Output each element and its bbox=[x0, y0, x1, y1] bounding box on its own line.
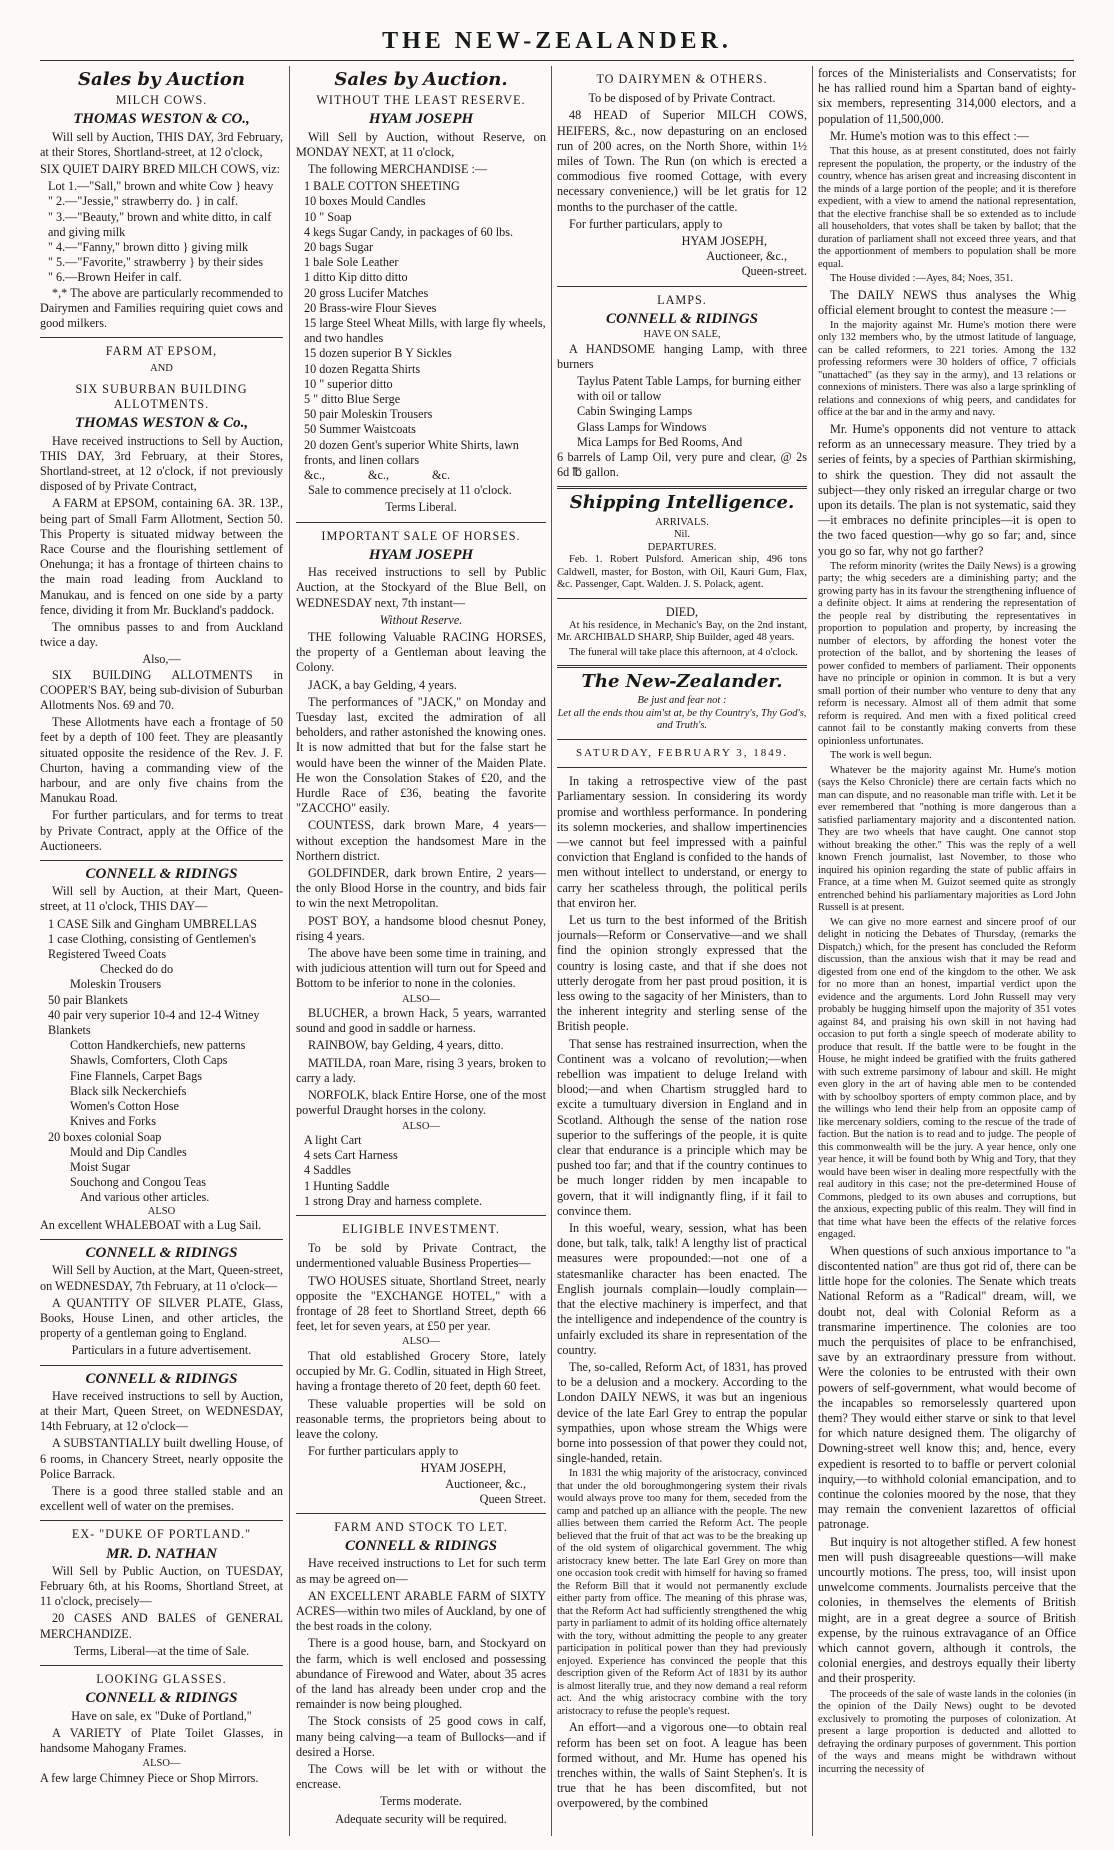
auctioneer-name: MR. D. NATHAN bbox=[106, 1545, 217, 1562]
column-divider bbox=[812, 66, 813, 1836]
lot-item: 50 Summer Waistcoats bbox=[304, 422, 416, 437]
ad-text: Have received instructions to sell by Auction, at their Mart, Queen Street, on WEDNESDAY, 14th February, at 12 o'clock— bbox=[40, 1388, 283, 1434]
column-4 bbox=[818, 66, 1076, 1836]
lot-item: Cotton Handkerchiefs, new patterns bbox=[70, 1038, 246, 1053]
ad-title: ELIGIBLE INVESTMENT. bbox=[342, 1222, 500, 1237]
ad-text: That old established Grocery Store, lately occupied by Mr. G. Codlin, situated in High Street, having a frontage thereto of 20 feet, depth 60 feet. bbox=[296, 1348, 546, 1394]
ad-text: For further particulars, and for terms to treat by Private Contract, apply at the Office of the Auctioneers. bbox=[40, 808, 283, 853]
ad-text: Particulars in a future advertisement. bbox=[71, 1343, 252, 1358]
ad-text: Will Sell by Auction, without Reserve, on MONDAY NEXT, at 11 o'clock, bbox=[296, 129, 546, 159]
divider bbox=[40, 337, 283, 338]
signature: Auctioneer, &c., bbox=[706, 249, 787, 264]
ad-text: *,* The above are particularly recommended to Dairymen and Families requiring quiet cows and good milkers. bbox=[40, 285, 283, 331]
ad-text: 6 barrels of Lamp Oil, very pure and clear, @ 2s 6d ℔ gallon. bbox=[557, 449, 807, 480]
divider bbox=[296, 522, 546, 523]
ad-text: Have received instructions to Sell by Auction, THIS DAY, 3rd February, at their Stores, Shortland-street, at 12 o'clock, if not previously disposed of by Private Contract, bbox=[40, 433, 283, 494]
editorial-paragraph: The reform minority (writes the Daily News) is a growing party; the whig seceders are a diminishing party; and the growing party has in its favour the strengthening influence of a definite object. It aims at rendering the representation of the people real by distributing the representatives in proportion to population and property, by increasing the number of electors, by affording the honest voter the protection of the ballot, and by shortening the leases of power confided to members of parliament. Their opponents have no principle or opinion in common. It is but a very small portion of their number who venture to deny that any reform is necessary. Almost all of them admit that some reform is required. And men with a fixed political creed cannot fail to be constantly making converts from these opinionless unfortunates. bbox=[818, 560, 1076, 747]
editorial-paragraph: But inquiry is not altogether stifled. A few honest men will push disagreeable questions—will make uncourtly motions. The press, too, will insist upon unwelcome comments. Journalists perceive that the colonies, in themselves the elements of British might, are in a great degree a source of British expense, by the ruinous extravagance of an Office which cannot govern, although it controls, the colonial energies, and destroys equally their liberty and their prosperity. bbox=[818, 1534, 1076, 1686]
ad-text: ALSO bbox=[147, 1205, 176, 1217]
ad-text: Will sell by Auction, at their Mart, Queen-street, at 11 o'clock, THIS DAY— bbox=[40, 884, 283, 914]
lot-item: 1 ditto Kip ditto ditto bbox=[304, 270, 408, 285]
motto: Be just and fear not : bbox=[637, 695, 727, 707]
column-1 bbox=[40, 66, 283, 1836]
ad-text: A HANDSOME hanging Lamp, with three burners bbox=[557, 341, 807, 371]
lot-item: 1 bale Sole Leather bbox=[304, 255, 399, 270]
ad-text: GOLDFINDER, dark brown Entire, 2 years—the only Blood Horse in the country, and bids fair to win the next Metropolitan. bbox=[296, 865, 546, 911]
editorial-paragraph: The, so-called, Reform Act, of 1831, has proved to be a delusion and a mockery. According to the London DAILY NEWS, it was but an ingenious device of the late Earl Grey to entrap the popular sympathies, upon whose stream the Whigs were borne into possession of that power they could not, single-handed, retain. bbox=[557, 1359, 807, 1466]
auctioneer-name: CONNELL & RIDINGS bbox=[345, 1538, 497, 1555]
divider bbox=[40, 1239, 283, 1240]
auctioneer-name: CONNELL & RIDINGS bbox=[85, 866, 238, 883]
divider bbox=[40, 1365, 283, 1366]
lot-item: 15 large Steel Wheat Mills, with large fly wheels, and two handles bbox=[304, 316, 546, 346]
editorial-paragraph: In taking a retrospective view of the past Parliamentary session. In considering its wordy promise and worthless performance. In pondering its solemn mockeries, and shallow impertinencies—we cannot but feel impressed with a painful conviction that England is confided to the hands of men without intellect to understand, or energy to carry her scatheless through, the political perils that environ her. bbox=[557, 774, 807, 910]
lot-item: Women's Cotton Hose bbox=[70, 1099, 179, 1114]
ad-text: Has received instructions to sell by Public Auction, at the Stockyard of the Blue Bell, on WEDNESDAY next, 7th instant— bbox=[296, 565, 546, 610]
ad-text: The performances of "JACK," on Monday and Tuesday last, excited the admiration of all beholders, and rather astonished the knowing ones. It is now admitted that but for the false start he would have been the winner of the Maiden Plate. He won the Consolation Stakes of £20, and the Hurdle Race of £36, beating the favorite "ZACCHO" easily. bbox=[296, 694, 546, 816]
editorial-paragraph: In 1831 the whig majority of the aristocracy, convinced that under the old boroughmongering system their rivals would always prove too many for them, seceded from the camp and patched up an alliance with the people. The new allies between them carried the Reform Act. The people believed that the fruit of that act was to be the breaking up of the old system of oligarchical government. The whig aristocracy knew better. The late Earl Grey on more than one occasion took credit with himself for having so framed the Reform Bill that it would not permanently exclude either party from office. The meaning of this phrase was, that the Reform Act had sufficiently strengthened the whig party in parliament to admit of its holding office alternately with the tory, without admitting the people to any greater participation in political power than they had previously enjoyed. Experience has convinced the people that this description given of the Reform Act of 1831 by its author is almost literally true, and they now demand a real reform act. And the whig aristocracy combine with the tory aristocracy to refuse the people's request. bbox=[557, 1468, 807, 1717]
divider bbox=[40, 860, 283, 861]
auctioneer-name: CONNELL & RIDINGS bbox=[85, 1690, 238, 1707]
editorial-paragraph: Mr. Hume's motion was to this effect :— bbox=[830, 128, 1029, 143]
lot-item: Checked do do bbox=[100, 962, 174, 977]
ad-text: SIX QUIET DAIRY BRED MILCH COWS, viz: bbox=[40, 162, 281, 177]
ad-text: Have received instructions to Let for such term as may be agreed on— bbox=[296, 1556, 546, 1586]
divider bbox=[40, 1665, 283, 1666]
ad-text: BLUCHER, a brown Hack, 5 years, warranted sound and good in saddle or harness. bbox=[296, 1006, 546, 1036]
editorial-paragraph: We can give no more earnest and sincere proof of our delight in noticing the Debates of Thursday, (remarks the Dispatch,) which, for the present has concluded the Reform discussion, than the anxious wish that it may be read and digested from one end of the kingdom to the other. We ask for no more than an honest, impartial verdict upon the evidence and the arguments. Lord John Russell may very probably be hugging himself upon the majority of 351 votes against 84, and praising his own skill in not having had occasion to put forth a single speech of moderate ability to produce that result. If the battle were to be fought in the House, he might indeed be gratified with the fruits gathered with such extreme parsimony of labour and skill. He might even glory in the art of having able men to be contended with by schoolboy sporters of empty common place, and by the willings who lend their help from an opposite camp of like mercenary soldiers, coming to the rescue of the trade of faction. But the nation is to read and to judge. The people of this commonwealth will be the jury. A year hence, only one year hence, it will be found both by Whig and Tory, that they would have been wiser in dealing more respectfully with the real auditory in this case; not the pre-determined House of Commons, pledged to its own abuses and corruptions, but the anxious, expecting public of this realm. They will find in that time what have been the effects of the relative forces engaged. bbox=[818, 916, 1076, 1241]
ad-text: Will Sell by Auction, at the Mart, Queen-street, on WEDNESDAY, 7th February, at 11 o'clock— bbox=[40, 1263, 283, 1293]
lot-item: 50 pair Moleskin Trousers bbox=[304, 407, 433, 422]
auctioneer-name: HYAM JOSEPH bbox=[368, 111, 474, 128]
ad-text: To be sold by Private Contract, the undermentioned valuable Business Properties— bbox=[296, 1241, 546, 1271]
ad-text: An excellent WHALEBOAT with a Lug Sail. bbox=[40, 1218, 262, 1233]
lot-item: 10 " superior ditto bbox=[304, 376, 393, 391]
ad-text: The following MERCHANDISE :— bbox=[308, 162, 488, 177]
lot-item: 20 dozen Gent's superior White Shirts, lawn fronts, and linen collars bbox=[304, 437, 519, 467]
lot-item: 1 Hunting Saddle bbox=[304, 1178, 390, 1193]
ad-text: A QUANTITY OF SILVER PLATE, Glass, Books, House Linen, and other articles, the property of a gentleman going to England. bbox=[40, 1295, 283, 1341]
ad-text: Will Sell by Public Auction, on TUESDAY, February 6th, at his Rooms, Shortland Street, at 11 o'clock, precisely— bbox=[40, 1563, 283, 1609]
ad-text: Terms Liberal. bbox=[385, 500, 457, 515]
lot-item: 1 BALE COTTON SHEETING bbox=[304, 179, 460, 194]
signature: HYAM JOSEPH, bbox=[681, 234, 767, 249]
ad-text: For further particulars apply to bbox=[308, 1444, 459, 1459]
auctioneer-name: HYAM JOSEPH bbox=[368, 546, 474, 563]
ad-text: For further particulars, apply to bbox=[569, 216, 723, 231]
lot-item: 5 " ditto Blue Serge bbox=[304, 392, 401, 407]
divider bbox=[40, 1520, 283, 1521]
lot-item: 20 bags Sugar bbox=[304, 240, 374, 255]
lot-item: Cabin Swinging Lamps bbox=[577, 404, 693, 419]
ad-text: The above have been some time in training, and with judicious attention will turn out for Speed and Bottom to be inferior to none in the colonies. bbox=[296, 945, 546, 991]
motto: Let all the ends thou aim'st at, be thy Country's, Thy God's, and Truth's. bbox=[557, 707, 807, 732]
lot-item: Mica Lamps for Bed Rooms, And bbox=[577, 434, 743, 449]
lot-item: &c., &c., &c. bbox=[304, 468, 450, 483]
ad-text: Nil. bbox=[673, 529, 691, 541]
divider bbox=[296, 1513, 546, 1514]
ad-title: TO DAIRYMEN & OTHERS. bbox=[596, 72, 768, 86]
ad-text: ALSO— bbox=[402, 1120, 440, 1132]
auctioneer-name: CONNELL & RIDINGS bbox=[85, 1370, 238, 1387]
ad-title: EX- "DUKE OF PORTLAND." bbox=[71, 1527, 252, 1542]
lot-item: 20 gross Lucifer Matches bbox=[304, 285, 429, 300]
ad-title: FARM AND STOCK TO LET. bbox=[334, 1519, 508, 1534]
editorial-paragraph: Mr. Hume's opponents did not venture to attack reform as an unnecessary measure. They tried by a series of feints, by a species of Parthian skirmishing, to shirk the question. They did not assault the subject—they only risked an irregular charge or two upon its details. The plan is not systematic, said they—it embraces no definite principles—it is open to the two faced question—why go so far; and, since you go so far, why not go farther? bbox=[818, 421, 1076, 558]
ad-text: AND bbox=[150, 363, 173, 375]
ad-text: AN EXCELLENT ARABLE FARM of SIXTY ACRES—within two miles of Auckland, by one of the best roads in the colony. bbox=[296, 1588, 546, 1634]
lot-item: Lot 1.—"Sall," brown and white Cow } heavy bbox=[48, 179, 274, 194]
ad-text: THE following Valuable RACING HORSES, the property of a Gentleman about leaving the Colony. bbox=[296, 629, 546, 675]
ad-text: A few large Chimney Piece or Shop Mirrors. bbox=[40, 1770, 259, 1785]
editorial-paragraph: The House divided :—Ayes, 84; Noes, 351. bbox=[830, 273, 1014, 285]
column-3 bbox=[557, 66, 807, 1836]
ad-text: JACK, a bay Gelding, 4 years. bbox=[308, 677, 457, 692]
divider bbox=[557, 767, 807, 768]
ad-title: DIED, bbox=[665, 604, 699, 619]
ad-text: 20 CASES AND BALES of GENERAL MERCHANDIZE. bbox=[40, 1611, 283, 1641]
ad-text: A SUBSTANTIALLY built dwelling House, of 6 rooms, in Chancery Street, nearly opposite the Police Barrack. bbox=[40, 1436, 283, 1481]
lot-item: Glass Lamps for Windows bbox=[577, 419, 707, 434]
divider bbox=[557, 665, 807, 668]
lot-item: A light Cart bbox=[304, 1133, 362, 1147]
lot-item: Taylus Patent Table Lamps, for burning either with oil or tallow bbox=[577, 373, 801, 404]
lot-item: " 4.—"Fanny," brown ditto } giving milk bbox=[48, 240, 249, 255]
lot-item: 20 boxes colonial Soap bbox=[48, 1129, 162, 1144]
ad-title: SIX SUBURBAN BUILDING ALLOTMENTS. bbox=[75, 381, 248, 412]
ad-title: IMPORTANT SALE OF HORSES. bbox=[321, 528, 521, 543]
editorial-paragraph: The DAILY NEWS thus analyses the Whig official element brought to contest the measure :— bbox=[818, 287, 1076, 317]
ad-text: Also,— bbox=[142, 652, 181, 667]
ad-text: A VARIETY of Plate Toilet Glasses, in handsome Mahogany Frames. bbox=[40, 1725, 283, 1755]
signature: Queen Street. bbox=[479, 1491, 546, 1506]
auctioneer-name: CONNELL & RIDINGS bbox=[606, 310, 758, 327]
lot-item: 10 dozen Regatta Shirts bbox=[304, 361, 421, 376]
divider bbox=[557, 598, 807, 599]
ad-text: ALSO— bbox=[402, 1336, 440, 1348]
section-heading: Shipping Intelligence. bbox=[569, 492, 795, 514]
masthead-rule bbox=[40, 60, 1074, 61]
lot-item: And various other articles. bbox=[80, 1190, 210, 1205]
divider bbox=[557, 286, 807, 287]
ad-text: HAVE ON SALE, bbox=[643, 329, 721, 341]
ad-text: Terms moderate. bbox=[380, 1794, 462, 1809]
ad-text: 48 HEAD of Superior MILCH COWS, HEIFERS, &c., now depasturing on an enclosed run of 200 acres, on the North Shore, within 1½ miles of Town. The Run (on which is erected a commodious five roomed Cottage, with every necessary convenience,) will be let gratis for 12 months to the purchaser of the cattle. bbox=[557, 108, 807, 214]
lot-item: 50 pair Blankets bbox=[48, 992, 128, 1007]
ad-text: There is a good three stalled stable and an excellent well of water on the premises. bbox=[40, 1484, 283, 1514]
ad-title: MILCH COWS. bbox=[115, 93, 208, 108]
signature: Auctioneer, &c., bbox=[445, 1476, 526, 1491]
ad-text: To be disposed of by Private Contract. bbox=[588, 91, 776, 106]
ad-text: Feb. 1. Robert Pulsford. American ship, 496 tons Caldwell, master, for Boston, with Oil, Kauri Gum, Flax, &c. Passenger, Capt. Walden. J. S. Polack, agent. bbox=[557, 554, 807, 591]
lot-item: Mould and Dip Candles bbox=[70, 1144, 187, 1159]
ad-text: ARRIVALS. bbox=[655, 516, 709, 528]
auctioneer-name: CONNELL & RIDINGS bbox=[85, 1245, 238, 1262]
lot-item: 40 pair very superior 10-4 and 12-4 Witney Blankets bbox=[48, 1007, 260, 1038]
signature: HYAM JOSEPH, bbox=[420, 1461, 506, 1476]
lot-item: 1 case Clothing, consisting of Gentlemen's Registered Tweed Coats bbox=[48, 931, 256, 962]
ad-text: These Allotments have each a frontage of 50 feet by a depth of 100 feet. They are pleasantly situated opposite the residence of the Rev. J. F. Churton, having a commanding view of the harbour, and are only five chains from the Manukau Road. bbox=[40, 715, 283, 806]
ad-text: RAINBOW, bay Gelding, 4 years, ditto. bbox=[308, 1038, 504, 1053]
ad-text: These valuable properties will be sold on reasonable terms, the proprietors being about to leave the colony. bbox=[296, 1396, 546, 1441]
lot-item: Knives and Forks bbox=[70, 1114, 156, 1129]
lot-item: Moist Sugar bbox=[70, 1159, 130, 1174]
ad-text: Without Reserve. bbox=[379, 612, 463, 627]
ad-text: DEPARTURES. bbox=[647, 541, 717, 553]
editorial-paragraph: An effort—and a vigorous one—to obtain real reform has been set on foot. A league has been formed without, and Mr. Hume has opened his trenches within, the walls of Saint Stephen's. It is true that he has been discomfited, but not overpowered, by the combined bbox=[557, 1720, 807, 1811]
ad-title: FARM AT EPSOM, bbox=[105, 344, 218, 359]
editorial-paragraph: Whatever be the majority against Mr. Hume's motion (says the Kelso Chronicle) there are certain facts which no man can dispute, and no reasonable man trifle with. Let it be ever remembered that "nothing is more dangerous than a satisfied parliamentary majority and a discontented nation. They are two wheels that have caught. One cannot stop without breaking the other." This was the reply of a well known French journalist, last November, to those who inquired his opinion regarding the state of public affairs in France, at a time when M. Guizot seemed quite as strongly entrenched behind his parliamentary majorities as Lord John Russell is at present. bbox=[818, 764, 1076, 914]
ad-text: Adequate security will be required. bbox=[335, 1811, 507, 1826]
editorial-paragraph: forces of the Ministerialists and Conservatists; for he has rallied round him a Spartan band of eighty-six members, representing 314,000 electors, and a population of 11,500,000. bbox=[818, 66, 1076, 126]
divider bbox=[296, 1215, 546, 1216]
editorial-heading: The New-Zealander. bbox=[581, 671, 783, 693]
ad-text: ALSO— bbox=[402, 993, 440, 1005]
lot-item: Moleskin Trousers bbox=[70, 977, 162, 992]
ad-text: The Cows will be let with or without the encrease. bbox=[296, 1762, 546, 1792]
divider bbox=[557, 739, 807, 740]
issue-date: SATURDAY, FEBRUARY 3, 1849. bbox=[576, 746, 788, 759]
editorial-paragraph: In the majority against Mr. Hume's motion there were only 132 members who, by the utmost latitude of language, can be called reformers, to 221 tories. Among the 132 professing reformers were 30 holders of office, 7 officials "unattached" (as they say in the army), and 13 relations or connexions of ministers. There was also a large sprinkling of relations and connexions of whig peers, and candidates for office at the bar and in the army and navy. bbox=[818, 319, 1076, 419]
lot-item: 1 CASE Silk and Gingham UMBRELLAS bbox=[48, 916, 257, 931]
lot-item: 10 " Soap bbox=[304, 209, 352, 224]
ad-text: COUNTESS, dark brown Mare, 4 years—without exception the handsomest Mare in the Northern district. bbox=[296, 818, 546, 863]
auctioneer-name: THOMAS WESTON & CO., bbox=[73, 111, 250, 128]
lot-item: 4 Saddles bbox=[304, 1163, 352, 1178]
section-heading: Sales by Auction bbox=[78, 69, 245, 90]
ad-text: At his residence, in Mechanic's Bay, on the 2nd instant, Mr. ARCHIBALD SHARP, Ship Builder, aged 48 years. bbox=[557, 619, 807, 644]
divider bbox=[557, 486, 807, 489]
editorial-paragraph: The proceeds of the sale of waste lands in the colonies (in the opinion of the Daily News) ought to be devoted exclusively to promoting the purposes of colonization. At present a large proportion is deducted and allotted to defraying the ordinary purposes of government. This portion of the ways and means might be withdrawn without incurring the necessity of bbox=[818, 1688, 1076, 1775]
column-2 bbox=[296, 66, 546, 1836]
lot-item: Black silk Neckerchiefs bbox=[70, 1083, 187, 1098]
ad-text: MATILDA, roan Mare, rising 3 years, broken to carry a lady. bbox=[296, 1055, 546, 1085]
editorial-paragraph: In this woeful, weary, session, what has been done, but talk, talk, talk! A lengthy list of practical measures were propounded:—not one of a statesmanlike character has been enacted. The English journals complain—loudly complain—that the elective machinery is imperfect, and that the intelligence and independence of the country is unfairly excluded its share in representation of the country. bbox=[557, 1221, 807, 1357]
lot-item: " 5.—"Favorite," strawberry } by their sides bbox=[48, 255, 264, 270]
ad-text: Have on sale, ex "Duke of Portland," bbox=[71, 1708, 252, 1723]
lot-item: 4 kegs Sugar Candy, in packages of 60 lbs. bbox=[304, 224, 514, 239]
masthead: THE NEW-ZEALANDER. bbox=[382, 28, 732, 54]
column-divider bbox=[289, 66, 290, 1836]
lot-item: 20 Brass-wire Flour Sieves bbox=[304, 300, 437, 315]
ad-text: A FARM at EPSOM, containing 6A. 3R. 13P., being part of Small Farm Allotment, Section 50. This Property is situated midway between the Race Course and the flourishing settlement of Onehunga; it has a frontage of thirteen chains to the main road leading from Auckland to Manukau, and is fenced on one side by a party fence, dividing it from Mr. Buckland's paddock. bbox=[40, 496, 283, 617]
lot-item: " 2.—"Jessie," strawberry do. } in calf. bbox=[48, 194, 239, 209]
ad-text: ALSO— bbox=[142, 1758, 181, 1770]
lot-item: 15 dozen superior B Y Sickles bbox=[304, 346, 452, 361]
ad-title: WITHOUT THE LEAST RESERVE. bbox=[316, 93, 526, 108]
lot-item: 4 sets Cart Harness bbox=[304, 1148, 398, 1163]
ad-text: TWO HOUSES situate, Shortland Street, nearly opposite the "EXCHANGE HOTEL," with a frontage of 28 feet to Shortland Street, depth 66 feet, let for seven years, at £50 per year. bbox=[296, 1273, 546, 1334]
ad-text: The Stock consists of 25 good cows in calf, many being calving—a team of Bullocks—and if desired a Horse. bbox=[296, 1714, 546, 1759]
ad-text: The funeral will take place this afternoon, at 4 o'clock. bbox=[569, 646, 799, 658]
ad-title: LOOKING GLASSES. bbox=[96, 1672, 227, 1687]
editorial-paragraph: That this house, as at present constituted, does not fairly represent the population, the property, or the industry of the country, whence has arisen great and increasing discontent in the minds of a large portion of the people; and it is therefore expedient, with a view to amend the national representation, that the elective franchise shall be so extended as to include all householders, that votes shall be taken by ballot; that the duration of parliament shall not exceed three years, and that the apportionment of members to population shall be more equal. bbox=[818, 146, 1076, 270]
section-heading: Sales by Auction. bbox=[334, 69, 508, 90]
signature: Queen-street. bbox=[741, 264, 807, 279]
lot-item: Souchong and Congou Teas bbox=[70, 1175, 207, 1190]
ad-text: NORFOLK, black Entire Horse, one of the most powerful Draught horses in the colony. bbox=[296, 1088, 546, 1118]
lot-item: Fine Flannels, Carpet Bags bbox=[70, 1068, 203, 1083]
lot-item: " 3.—"Beauty," brown and white ditto, in calf and giving milk bbox=[48, 209, 272, 239]
ad-text: POST BOY, a handsome blood chesnut Poney, rising 4 years. bbox=[296, 913, 546, 943]
ad-title: LAMPS. bbox=[657, 292, 707, 307]
lot-item: 10 boxes Mould Candles bbox=[304, 194, 426, 209]
ad-text: Will sell by Auction, THIS DAY, 3rd February, at their Stores, Shortland-street, at 12 o'clock, bbox=[40, 129, 283, 159]
ad-text: The omnibus passes to and from Auckland twice a day. bbox=[40, 620, 283, 650]
ad-text: There is a good house, barn, and Stockyard on the farm, which is well enclosed and possessing abundance of Firewood and Water, about 35 acres of the land has already been under crop and the remainder is now being ploughed. bbox=[296, 1636, 546, 1712]
editorial-paragraph: When questions of such anxious importance to "a discontented nation" are thus got rid of, there can be little hope for the colonies. The Senate which treats National Reform as a "Radical" dream, will, we doubt not, deal with Colonial Reform as a transmarine impertinence. The colonies are too much the perquisites of place to be enfranchised, save by an extraordinary pressure from without. Were the colonies to be entrusted with their own powers of self-government, what would become of the incapables so remorselessly quartered upon them? They would either starve or sink to that level for which nature designed them. The oligarchy of Downing-street well know this; and, hence, every expedient is resorted to to baffle or pervert colonial inquiry,—to withhold colonial emancipation, and to continue the colonies moored by the nose, that they may remain the convenient lazarettos of official patronage. bbox=[818, 1243, 1076, 1532]
column-divider bbox=[551, 66, 552, 1836]
lot-item: 1 strong Dray and harness complete. bbox=[304, 1193, 483, 1208]
lot-item: Shawls, Comforters, Cloth Caps bbox=[70, 1053, 228, 1068]
ad-text: Terms, Liberal—at the time of Sale. bbox=[73, 1643, 250, 1658]
auctioneer-name: THOMAS WESTON & Co., bbox=[74, 415, 249, 432]
editorial-paragraph: Let us turn to the best informed of the British journals—Reform or Conservative—and we shall find the opinion strongly expressed that the country is losing caste, and that if she does not utterly derogate from her past proud position, it is less owing to the sagacity of her Ministers, than to the inherent integrity and sterling sense of the British people. bbox=[557, 913, 807, 1034]
ad-text: SIX BUILDING ALLOTMENTS in COOPER'S BAY, being sub-division of Suburban Allotments Nos. 69 and 70. bbox=[40, 667, 283, 713]
lot-item: " 6.—Brown Heifer in calf. bbox=[48, 270, 182, 285]
editorial-paragraph: The work is well begun. bbox=[830, 750, 932, 762]
ad-text: Sale to commence precisely at 11 o'clock. bbox=[308, 483, 512, 498]
editorial-paragraph: That sense has restrained insurrection, when the Continent was a volcano of revolution;—when rebellion was impatient to deluge Ireland with blood;—and when Chartism struggled hard to excite a tumultuary diversion in England and in Scotland. Although the sense of the nation rose superior to the sufferings of the people, it is quite clear that endurance is a principle which may be pushed too far; and that if the country continues to be much longer ridden by men incapable to govern, that it will indignantly fling, if it fail to convince them. bbox=[557, 1036, 807, 1218]
